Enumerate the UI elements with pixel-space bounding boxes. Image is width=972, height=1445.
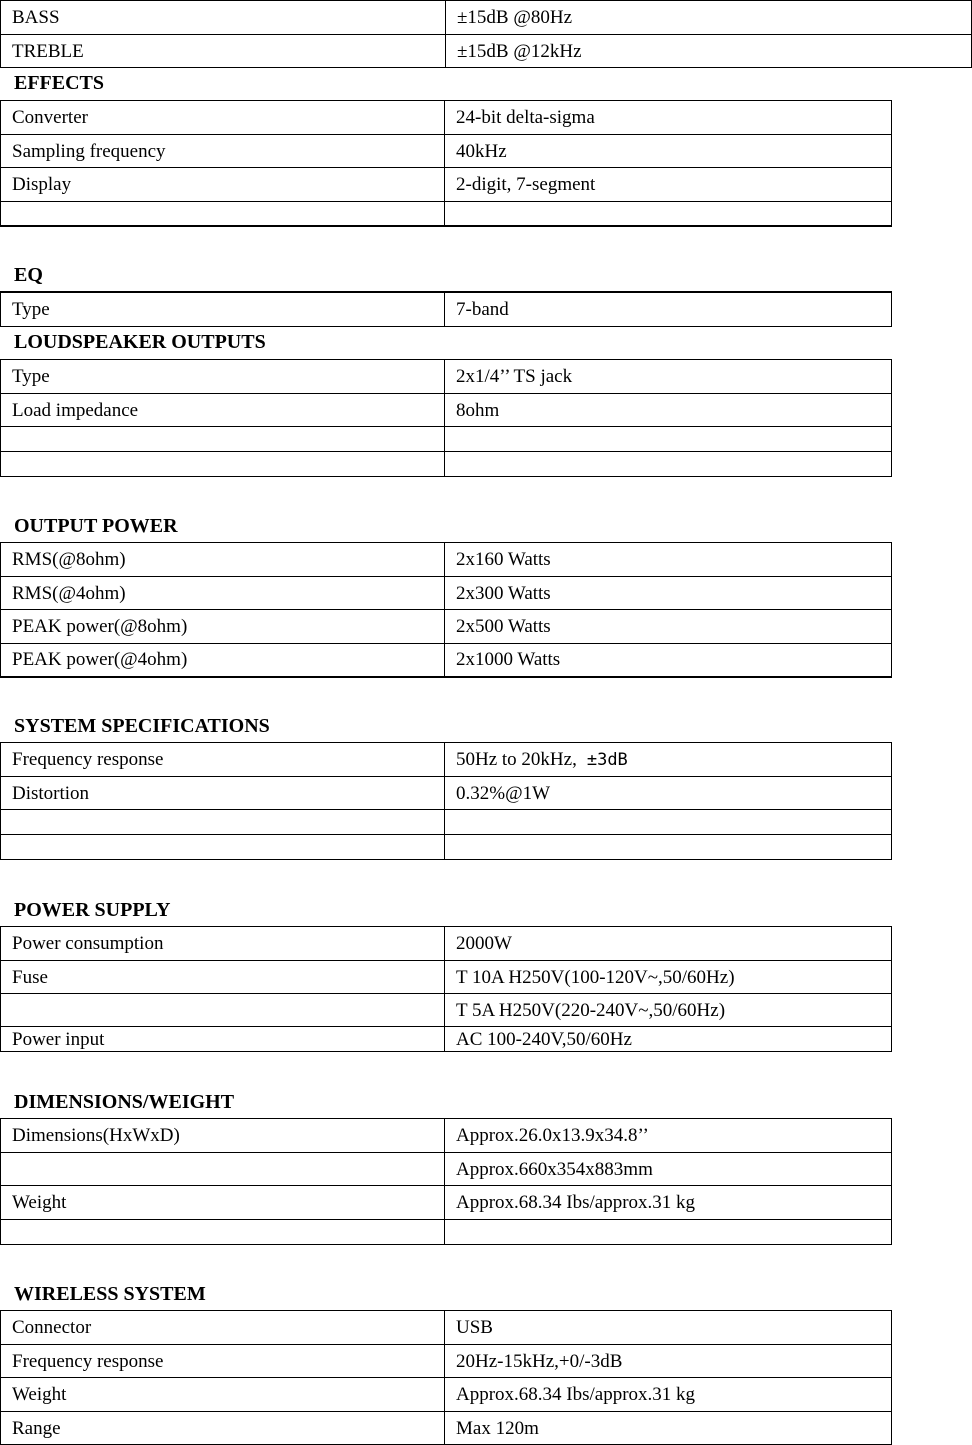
spec-value bbox=[445, 427, 892, 452]
section-heading-effects: EFFECTS bbox=[14, 72, 105, 94]
spec-value bbox=[445, 1220, 892, 1245]
spec-label: Weight bbox=[1, 1186, 445, 1220]
spec-value bbox=[445, 743, 892, 777]
spec-label: PEAK power(@8ohm) bbox=[1, 610, 445, 644]
spec-value: 2x160 Watts bbox=[445, 543, 892, 577]
effects-table bbox=[0, 100, 892, 227]
spec-value: 7-band bbox=[445, 292, 892, 326]
table-row bbox=[1, 101, 892, 135]
table-row bbox=[1, 1186, 892, 1220]
table-row bbox=[1, 994, 892, 1027]
spec-label: RMS(@8ohm) bbox=[1, 543, 445, 577]
table-row bbox=[1, 835, 892, 860]
spec-label: Fuse bbox=[1, 961, 445, 994]
spec-value: 2x500 Watts bbox=[445, 610, 892, 644]
table-row bbox=[1, 1311, 892, 1345]
spec-value: 2x1/4’’ TS jack bbox=[445, 360, 892, 394]
spec-value: 2x300 Watts bbox=[445, 577, 892, 610]
spec-label: Load impedance bbox=[1, 394, 445, 427]
table-row bbox=[1, 452, 892, 477]
spec-value: 40kHz bbox=[445, 135, 892, 168]
section-heading-loudspeaker-outputs: LOUDSPEAKER OUTPUTS bbox=[14, 331, 266, 353]
spec-value bbox=[445, 835, 892, 860]
table-row bbox=[1, 394, 892, 427]
table-row bbox=[1, 292, 892, 326]
spec-value: 2-digit, 7-segment bbox=[445, 168, 892, 202]
spec-value: 24-bit delta-sigma bbox=[445, 101, 892, 135]
spec-label bbox=[1, 994, 445, 1027]
table-row bbox=[1, 360, 892, 394]
spec-label: Display bbox=[1, 168, 445, 202]
power-supply-table bbox=[0, 926, 892, 1052]
table-row bbox=[1, 610, 892, 644]
section-heading-wireless-system: WIRELESS SYSTEM bbox=[14, 1283, 206, 1305]
spec-label: Connector bbox=[1, 1311, 445, 1345]
spec-value: 20Hz-15kHz,+0/-3dB bbox=[445, 1345, 892, 1378]
spec-value: ±15dB @12kHz bbox=[446, 35, 972, 68]
spec-label bbox=[1, 427, 445, 452]
table-row bbox=[1, 810, 892, 835]
spec-value: Approx.68.34 Ibs/approx.31 kg bbox=[445, 1186, 892, 1220]
table-row bbox=[1, 1345, 892, 1378]
spec-label: RMS(@4ohm) bbox=[1, 577, 445, 610]
section-heading-eq: EQ bbox=[14, 264, 43, 286]
tone-table bbox=[0, 0, 972, 68]
spec-label: Distortion bbox=[1, 777, 445, 810]
spec-value: Approx.26.0x13.9x34.8’’ bbox=[445, 1119, 892, 1153]
table-row bbox=[1, 644, 892, 677]
wireless-system-table bbox=[0, 1310, 892, 1445]
spec-label bbox=[1, 810, 445, 835]
spec-label: TREBLE bbox=[1, 35, 446, 68]
table-row bbox=[1, 1378, 892, 1412]
system-specifications-table bbox=[0, 742, 892, 860]
spec-value: Approx.660x354x883mm bbox=[445, 1153, 892, 1186]
spec-value: USB bbox=[445, 1311, 892, 1345]
spec-label: PEAK power(@4ohm) bbox=[1, 644, 445, 677]
section-heading-dimensions-weight: DIMENSIONS/WEIGHT bbox=[14, 1091, 235, 1113]
spec-value: AC 100-240V,50/60Hz bbox=[445, 1027, 892, 1052]
spec-label bbox=[1, 452, 445, 477]
table-row bbox=[1, 1, 972, 35]
table-row bbox=[1, 1119, 892, 1153]
spec-value: ±15dB @80Hz bbox=[446, 1, 972, 35]
spec-label: Dimensions(HxWxD) bbox=[1, 1119, 445, 1153]
spec-value-text: 50Hz to 20kHz, bbox=[456, 749, 577, 770]
dimensions-weight-table bbox=[0, 1118, 892, 1245]
spec-label: BASS bbox=[1, 1, 446, 35]
loudspeaker-outputs-table bbox=[0, 359, 892, 477]
spec-value: 8ohm bbox=[445, 394, 892, 427]
table-row bbox=[1, 427, 892, 452]
section-heading-power-supply: POWER SUPPLY bbox=[14, 899, 171, 921]
section-heading-output-power: OUTPUT POWER bbox=[14, 515, 178, 537]
spec-label: Sampling frequency bbox=[1, 135, 445, 168]
spec-value: 2000W bbox=[445, 927, 892, 961]
table-row bbox=[1, 543, 892, 577]
spec-value: Approx.68.34 Ibs/approx.31 kg bbox=[445, 1378, 892, 1412]
spec-label: Range bbox=[1, 1412, 445, 1445]
section-heading-system-specifications: SYSTEM SPECIFICATIONS bbox=[14, 715, 270, 737]
spec-value: Max 120m bbox=[445, 1412, 892, 1445]
table-row bbox=[1, 202, 892, 226]
table-row bbox=[1, 1027, 892, 1052]
spec-label: Frequency response bbox=[1, 1345, 445, 1378]
spec-label: Power consumption bbox=[1, 927, 445, 961]
table-row bbox=[1, 135, 892, 168]
spec-label bbox=[1, 835, 445, 860]
spec-value-tolerance: ±3dB bbox=[586, 750, 628, 770]
table-row bbox=[1, 927, 892, 961]
spec-label bbox=[1, 202, 445, 226]
table-row bbox=[1, 168, 892, 202]
spec-value bbox=[445, 452, 892, 477]
spec-label: Type bbox=[1, 360, 445, 394]
spec-label: Weight bbox=[1, 1378, 445, 1412]
spec-value: T 5A H250V(220-240V~,50/60Hz) bbox=[445, 994, 892, 1027]
table-row bbox=[1, 1220, 892, 1245]
spec-label: Converter bbox=[1, 101, 445, 135]
table-row bbox=[1, 35, 972, 68]
spec-label: Frequency response bbox=[1, 743, 445, 777]
spec-label: Power input bbox=[1, 1027, 445, 1052]
table-row bbox=[1, 743, 892, 777]
spec-value: 2x1000 Watts bbox=[445, 644, 892, 677]
spec-value: T 10A H250V(100-120V~,50/60Hz) bbox=[445, 961, 892, 994]
eq-table bbox=[0, 291, 892, 327]
spec-label bbox=[1, 1153, 445, 1186]
table-row bbox=[1, 1412, 892, 1445]
table-row bbox=[1, 777, 892, 810]
spec-value: 0.32%@1W bbox=[445, 777, 892, 810]
table-row bbox=[1, 577, 892, 610]
spec-value bbox=[445, 202, 892, 226]
output-power-table bbox=[0, 542, 892, 678]
spec-label: Type bbox=[1, 292, 445, 326]
spec-label bbox=[1, 1220, 445, 1245]
table-row bbox=[1, 1153, 892, 1186]
table-row bbox=[1, 961, 892, 994]
spec-value bbox=[445, 810, 892, 835]
